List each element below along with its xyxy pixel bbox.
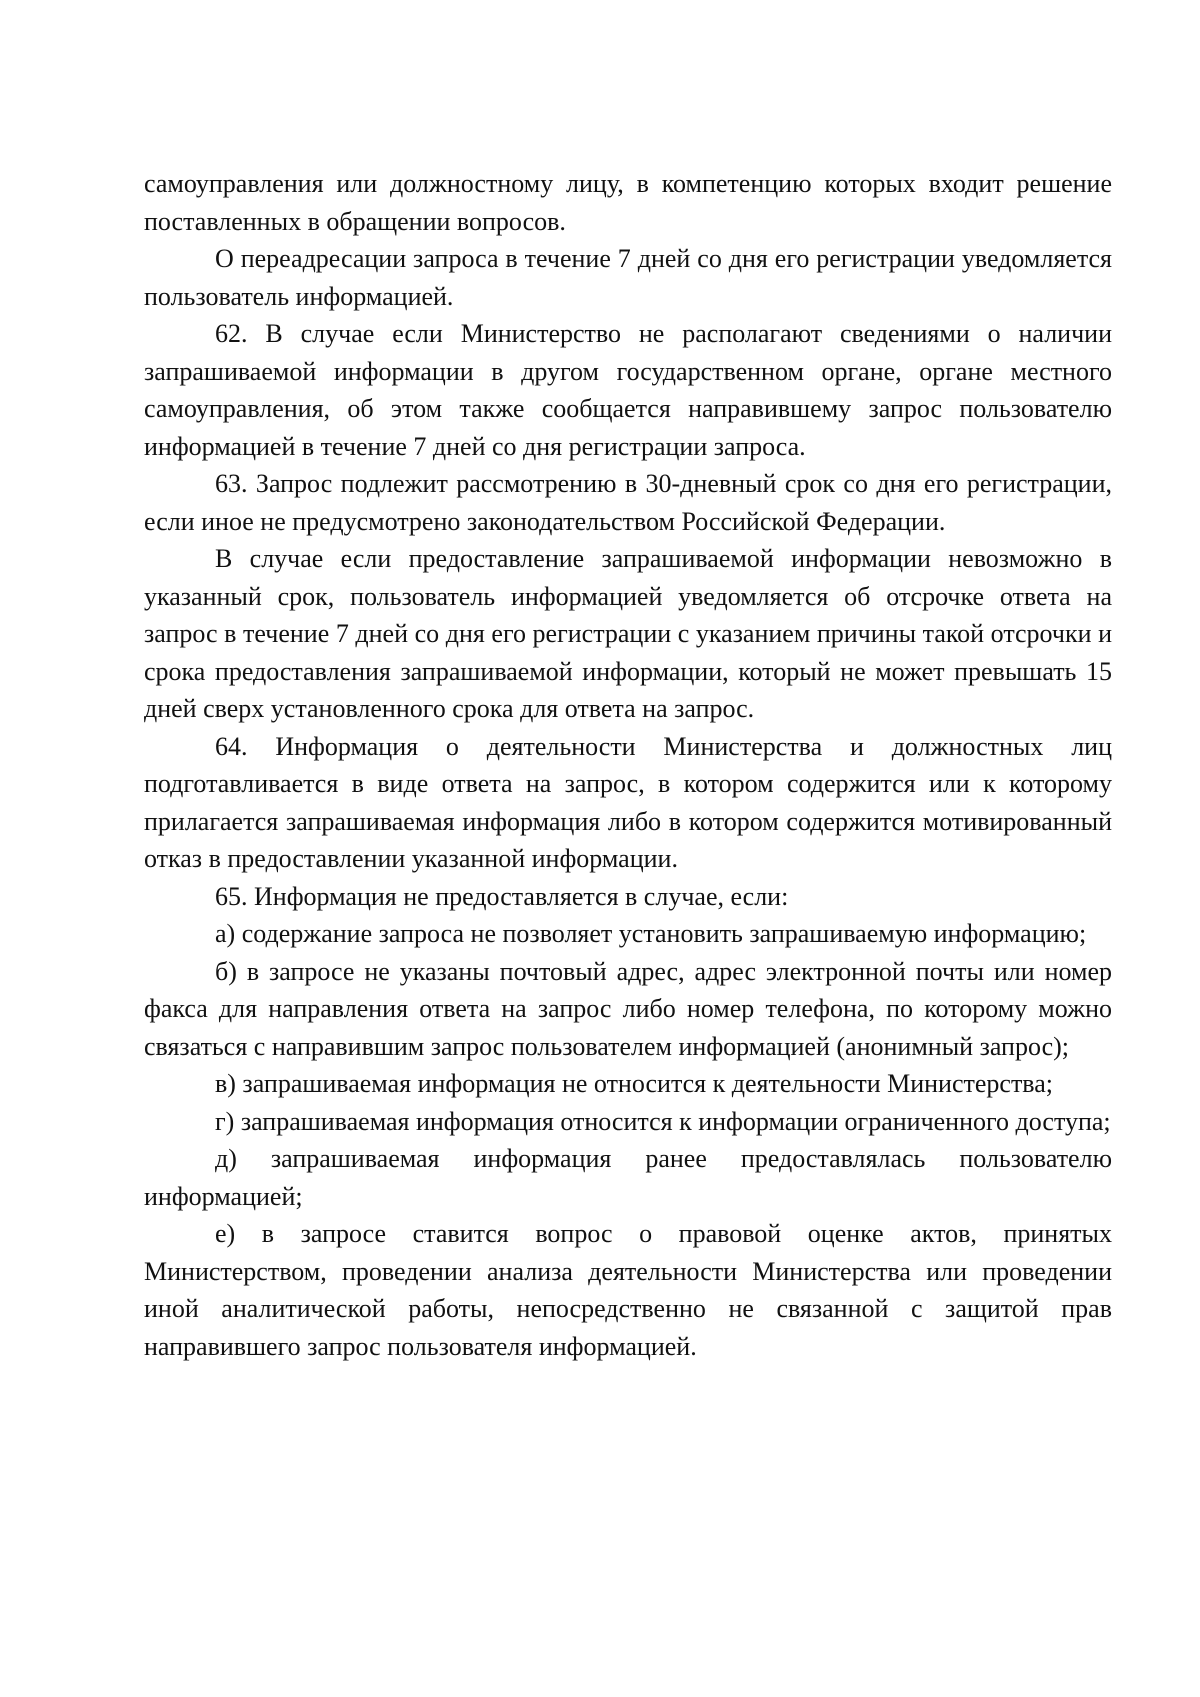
list-item-b: б) в запросе не указаны почтовый адрес, адрес электронной почты или номер факса для направления ответа на запрос либо номер телефона, по которому можно связаться с направившим запрос пользователем информацией (анонимный запрос); xyxy=(144,956,1112,1061)
list-item-d: д) запрашиваемая информация ранее предоставлялась пользователю информацией; xyxy=(144,1144,1112,1211)
paragraph-65: 65. Информация не предоставляется в случае, если: xyxy=(215,881,789,911)
paragraph-63: 63. Запрос подлежит рассмотрению в 30-дневный срок со дня его регистрации, если иное не предусмотрено законодательством Российской Федерации. xyxy=(144,469,1112,536)
paragraph-redirect-notice: О переадресации запроса в течение 7 дней со дня его регистрации уведомляется пользователь информацией. xyxy=(144,244,1112,311)
list-item-a: а) содержание запроса не позволяет установить запрашиваемую информацию; xyxy=(215,919,1087,948)
list-item-v: в) запрашиваемая информация не относится к деятельности Министерства; xyxy=(215,1069,1054,1098)
paragraph-62: 62. В случае если Министерство не располагают сведениями о наличии запрашиваемой информации в другом государственном органе, органе местного самоуправления, об этом также сообщается направившему запрос пользователю информацией в течение 7 дней со дня регистрации запроса. xyxy=(144,319,1112,461)
paragraph-63-extension: В случае если предоставление запрашиваемой информации невозможно в указанный срок, пользователь информацией уведомляется об отсрочке ответа на запрос в течение 7 дней со дня его регистрации с указанием причины такой отсрочки и срока предоставления запрашиваемой информации, который не может превышать 15 дней сверх установленного срока для ответа на запрос. xyxy=(144,544,1112,723)
list-item-g: г) запрашиваемая информация относится к информации ограниченного доступа; xyxy=(215,1106,1111,1136)
paragraph-continuation: самоуправления или должностному лицу, в компетенцию которых входит решение поставленных в обращении вопросов. xyxy=(144,169,1112,236)
paragraph-64: 64. Информация о деятельности Министерства и должностных лиц подготавливается в виде ответа на запрос, в котором содержится или к которому прилагается запрашиваемая информация либо в котором содержится мотивированный отказ в предоставлении указанной информации. xyxy=(144,731,1112,873)
document-page xyxy=(144,165,1112,1365)
list-item-e: е) в запросе ставится вопрос о правовой оценке актов, принятых Министерством, проведении анализа деятельности Министерства или проведении иной аналитической работы, непосредственно не связанной с защитой прав направившего запрос пользователя информацией. xyxy=(144,1219,1112,1361)
